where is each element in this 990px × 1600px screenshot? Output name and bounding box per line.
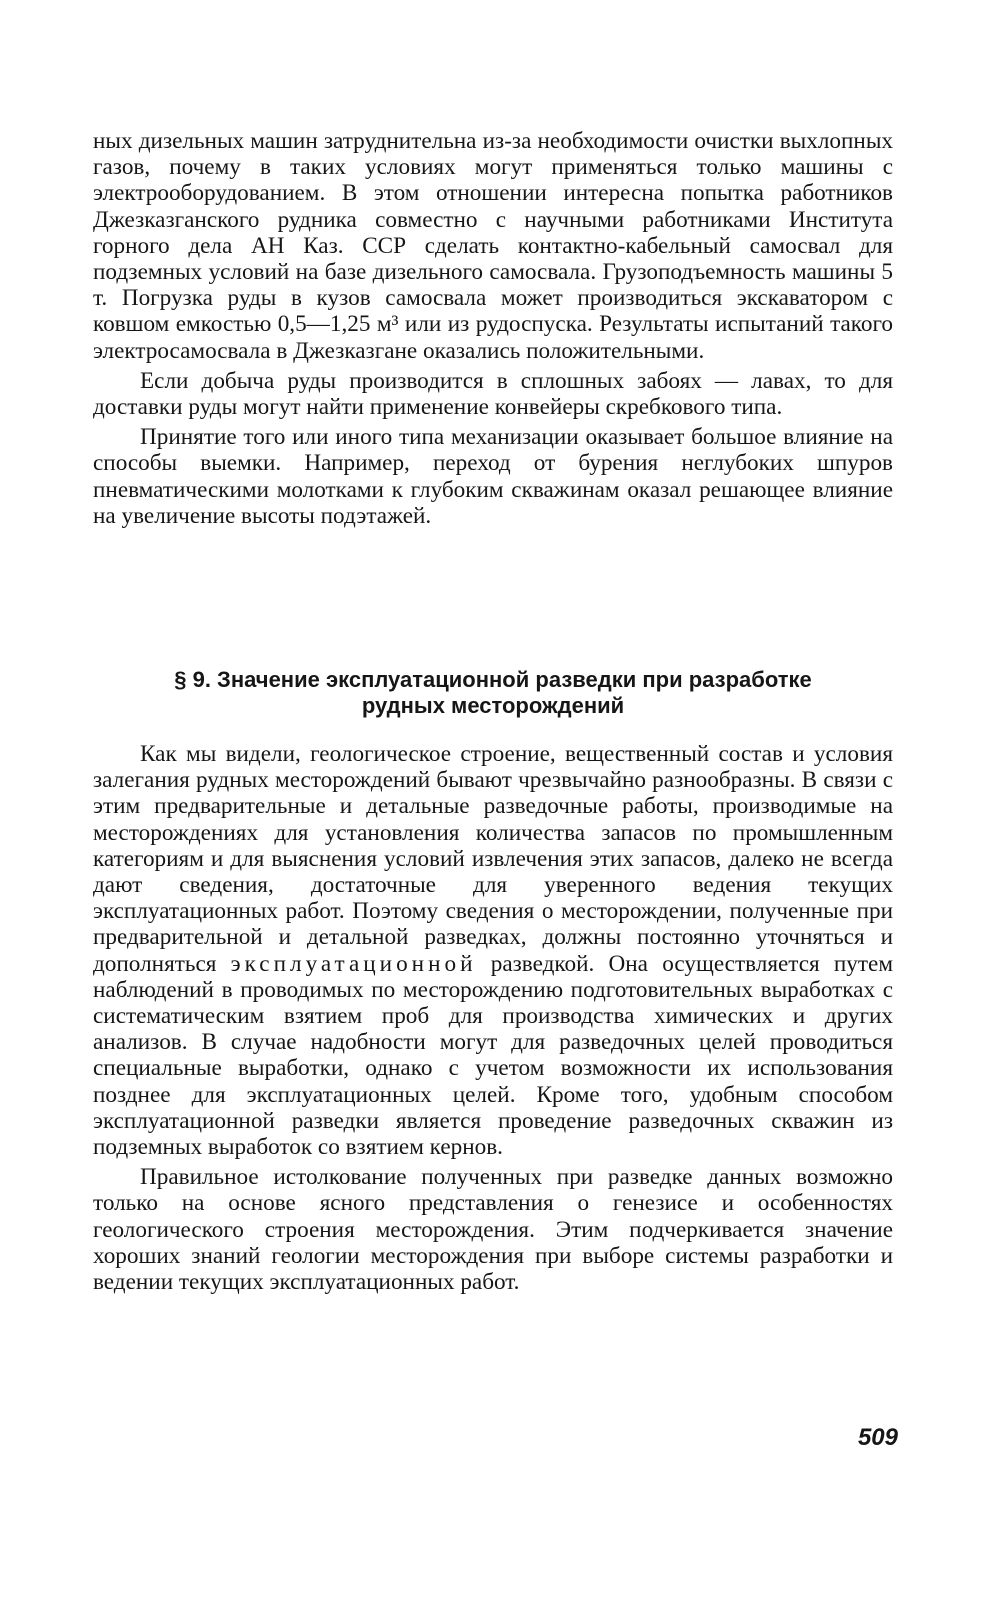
page-number: 509 [857, 1424, 898, 1451]
bottom-text-block [93, 741, 893, 1295]
paragraph-conveyors: Если добыча руды производится в сплошных забоях — лавах, то для доставки руды могут найти применение конвейеры скребкового типа. [93, 367, 893, 421]
paragraph-exploration-part-2: разведкой. Она осуществляется путем наблюдений в проводимых по месторождению подготовительных выработках с систематическим взятием проб для производства химических и других анализов. В случае надобности могут для разведочных целей проводиться специальные выработки, однако с учетом возможности их использования позднее для эксплуатационных целей. Кроме того, удобным способом эксплуатационной разведки является проведение разведочных скважин из подземных выработок со взятием кернов. [93, 950, 894, 1161]
section-heading-line-2: рудных месторождений [361, 693, 625, 718]
top-text-block [93, 128, 893, 529]
paragraph-exploration [93, 741, 893, 1160]
paragraph-continued: ных дизельных машин затруднительна из-за необходимости очистки выхлопных газов, почему в таких условиях могут применяться только машины с электрооборудованием. В этом отношении интересна попытка работников Джезказганского рудника совместно с научными работниками Института горного дела АН Каз. ССР сделать контактно-кабельный самосвал для подземных условий на базе дизельного самосвала. Грузоподъемность машины 5 т. Погрузка руды в кузов самосвала может производиться экскаватором с ковшом емкостью 0,5—1,25 м³ или из рудоспуска. Результаты испытаний такого электросамосвала в Джезказгане оказались положительными. [93, 128, 893, 364]
section-heading-line-1: § 9. Значение эксплуатационной разведки при разработке [174, 667, 812, 692]
paragraph-exploration-part-1: Как мы видели, геологическое строение, вещественный состав и условия залегания рудных месторождений бывают чрезвычайно разнообразны. В связи с этим предварительные и детальные разведочные работы, производимые на месторождениях для установления количества запасов по промышленным категориям и для выяснения условий извлечения этих запасов, далеко не всегда дают сведения, достаточные для уверенного ведения текущих эксплуатационных работ. Поэтому сведения о месторождении, полученные при предварительной и детальной разведках, должны постоянно уточняться и дополняться [93, 741, 893, 977]
paragraph-mechanization: Принятие того или иного типа механизации оказывает большое влияние на способы выемки. Например, переход от бурения неглубоких шпуров пневматическими молотками к глубоким скважинам оказал решающее влияние на увеличение высоты подэтажей. [93, 424, 893, 529]
section-heading [93, 667, 893, 719]
spaced-term: эксплуатационной [230, 950, 477, 977]
paragraph-interpretation: Правильное истолкование полученных при разведке данных возможно только на основе ясного представления о генезисе и особенностях геологического строения месторождения. Этим подчеркивается значение хороших знаний геологии месторождения при выборе системы разработки и ведении текущих эксплуатационных работ. [93, 1164, 893, 1296]
